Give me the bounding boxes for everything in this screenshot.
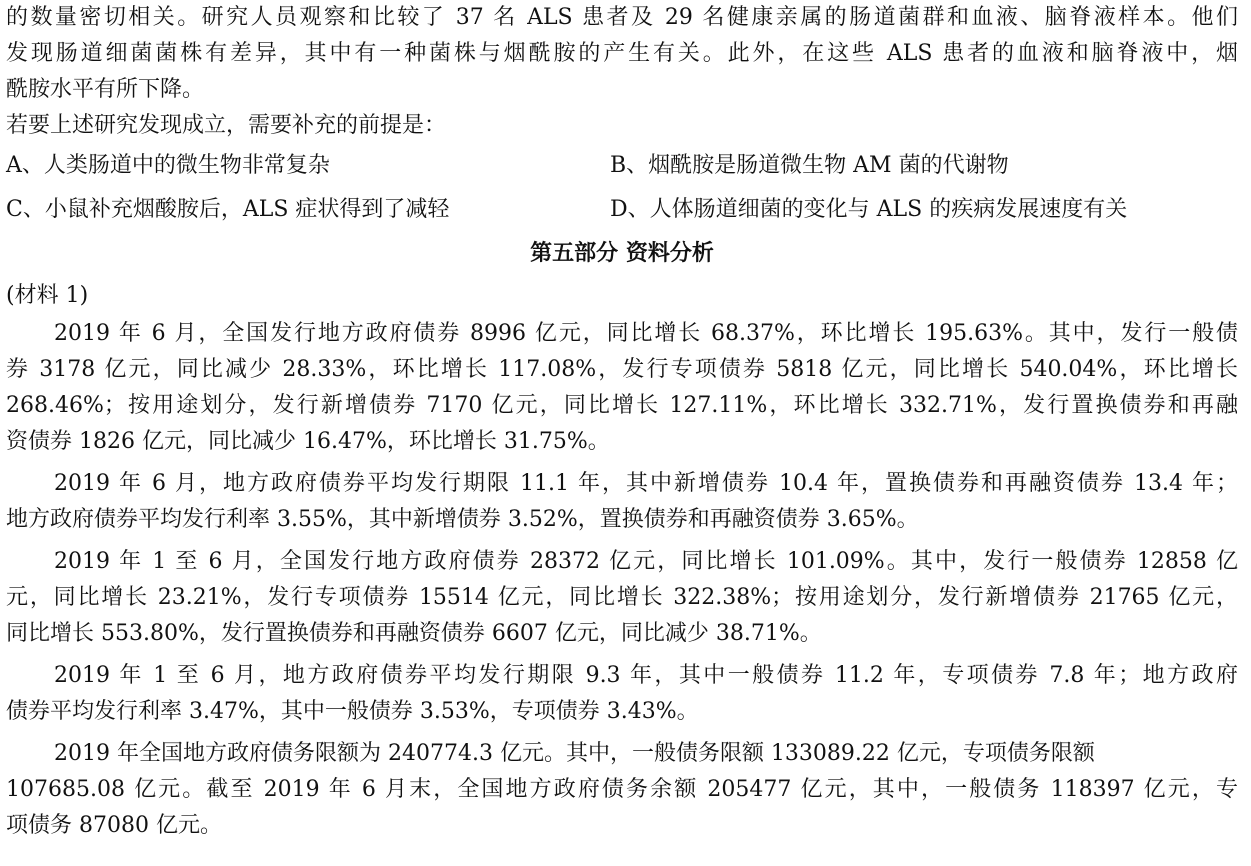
section-title: 第五部分 资料分析 [530,241,714,266]
paragraph [6,466,1238,538]
paragraph-line: 债券平均发行利率 3.47%，其中一般债券 3.53%，专项债券 3.43%。 [6,699,699,724]
option-b: B、烟酰胺是肠道微生物 AM 菌的代谢物 [610,153,1009,178]
option-c: C、小鼠补充烟酸胺后，ALS 症状得到了减轻 [6,197,450,222]
paragraph-line: 268.46%；按用途划分，发行新增债券 7170 亿元，同比增长 127.11%，环比增长 332.71%，发行置换债券和再融 [6,393,1238,418]
option-d: D、人体肠道细菌的变化与 ALS 的疾病发展速度有关 [610,197,1128,222]
paragraph-line: 2019 年 1 至 6 月，地方政府债券平均发行期限 9.3 年，其中一般债券 11.2 年，专项债券 7.8 年；地方政府 [54,663,1238,688]
paragraph-line: 券 3178 亿元，同比减少 28.33%，环比增长 117.08%，发行专项债券 5818 亿元，同比增长 540.04%，环比增长 [6,357,1238,382]
paragraph-line: 地方政府债券平均发行利率 3.55%，其中新增债券 3.52%，置换债券和再融资债券 3.65%。 [6,507,919,532]
question-line: 发现肠道细菌菌株有差异，其中有一种菌株与烟酰胺的产生有关。此外，在这些 ALS 患者的血液和脑脊液中，烟 [6,41,1238,66]
material-label: (材料 1) [6,283,89,308]
paragraph-line: 2019 年全国地方政府债务限额为 240774.3 亿元。其中，一般债务限额 133089.22 亿元，专项债务限额 [54,741,1095,766]
answer-options [6,144,1238,232]
paragraph-line: 元，同比增长 23.21%，发行专项债券 15514 亿元，同比增长 322.38%；按用途划分，发行新增债券 21765 亿元， [6,585,1238,610]
question-prompt: 若要上述研究发现成立，需要补充的前提是： [6,113,447,138]
option-a: A、人类肠道中的微生物非常复杂 [6,153,330,178]
paragraph-line: 同比增长 553.80%，发行置换债券和再融资债券 6607 亿元，同比减少 38.71%。 [6,621,822,646]
options-row [6,188,1238,232]
question-line: 的数量密切相关。研究人员观察和比较了 37 名 ALS 患者及 29 名健康亲属的肠道菌群和血液、脑脊液样本。他们 [6,5,1238,30]
paragraph-line: 项债务 87080 亿元。 [6,813,222,838]
paragraph-line: 2019 年 6 月，全国发行地方政府债券 8996 亿元，同比增长 68.37%，环比增长 195.63%。其中，发行一般债 [54,321,1238,346]
paragraph [6,736,1238,844]
paragraph-line: 107685.08 亿元。截至 2019 年 6 月末，全国地方政府债务余额 205477 亿元，其中，一般债务 118397 亿元，专 [6,777,1238,802]
paragraph [6,316,1238,460]
document-page [6,0,1238,850]
question-stem [6,0,1238,144]
paragraph [6,658,1238,730]
paragraph-line: 资债券 1826 亿元，同比减少 16.47%，环比增长 31.75%。 [6,429,610,454]
paragraph [6,544,1238,652]
options-row [6,144,1238,188]
question-line: 酰胺水平有所下降。 [6,77,205,102]
paragraph-line: 2019 年 6 月，地方政府债券平均发行期限 11.1 年，其中新增债券 10.4 年，置换债券和再融资债券 13.4 年； [54,471,1238,496]
paragraph-line: 2019 年 1 至 6 月，全国发行地方政府债券 28372 亿元，同比增长 101.09%。其中，发行一般债券 12858 亿 [54,549,1238,574]
